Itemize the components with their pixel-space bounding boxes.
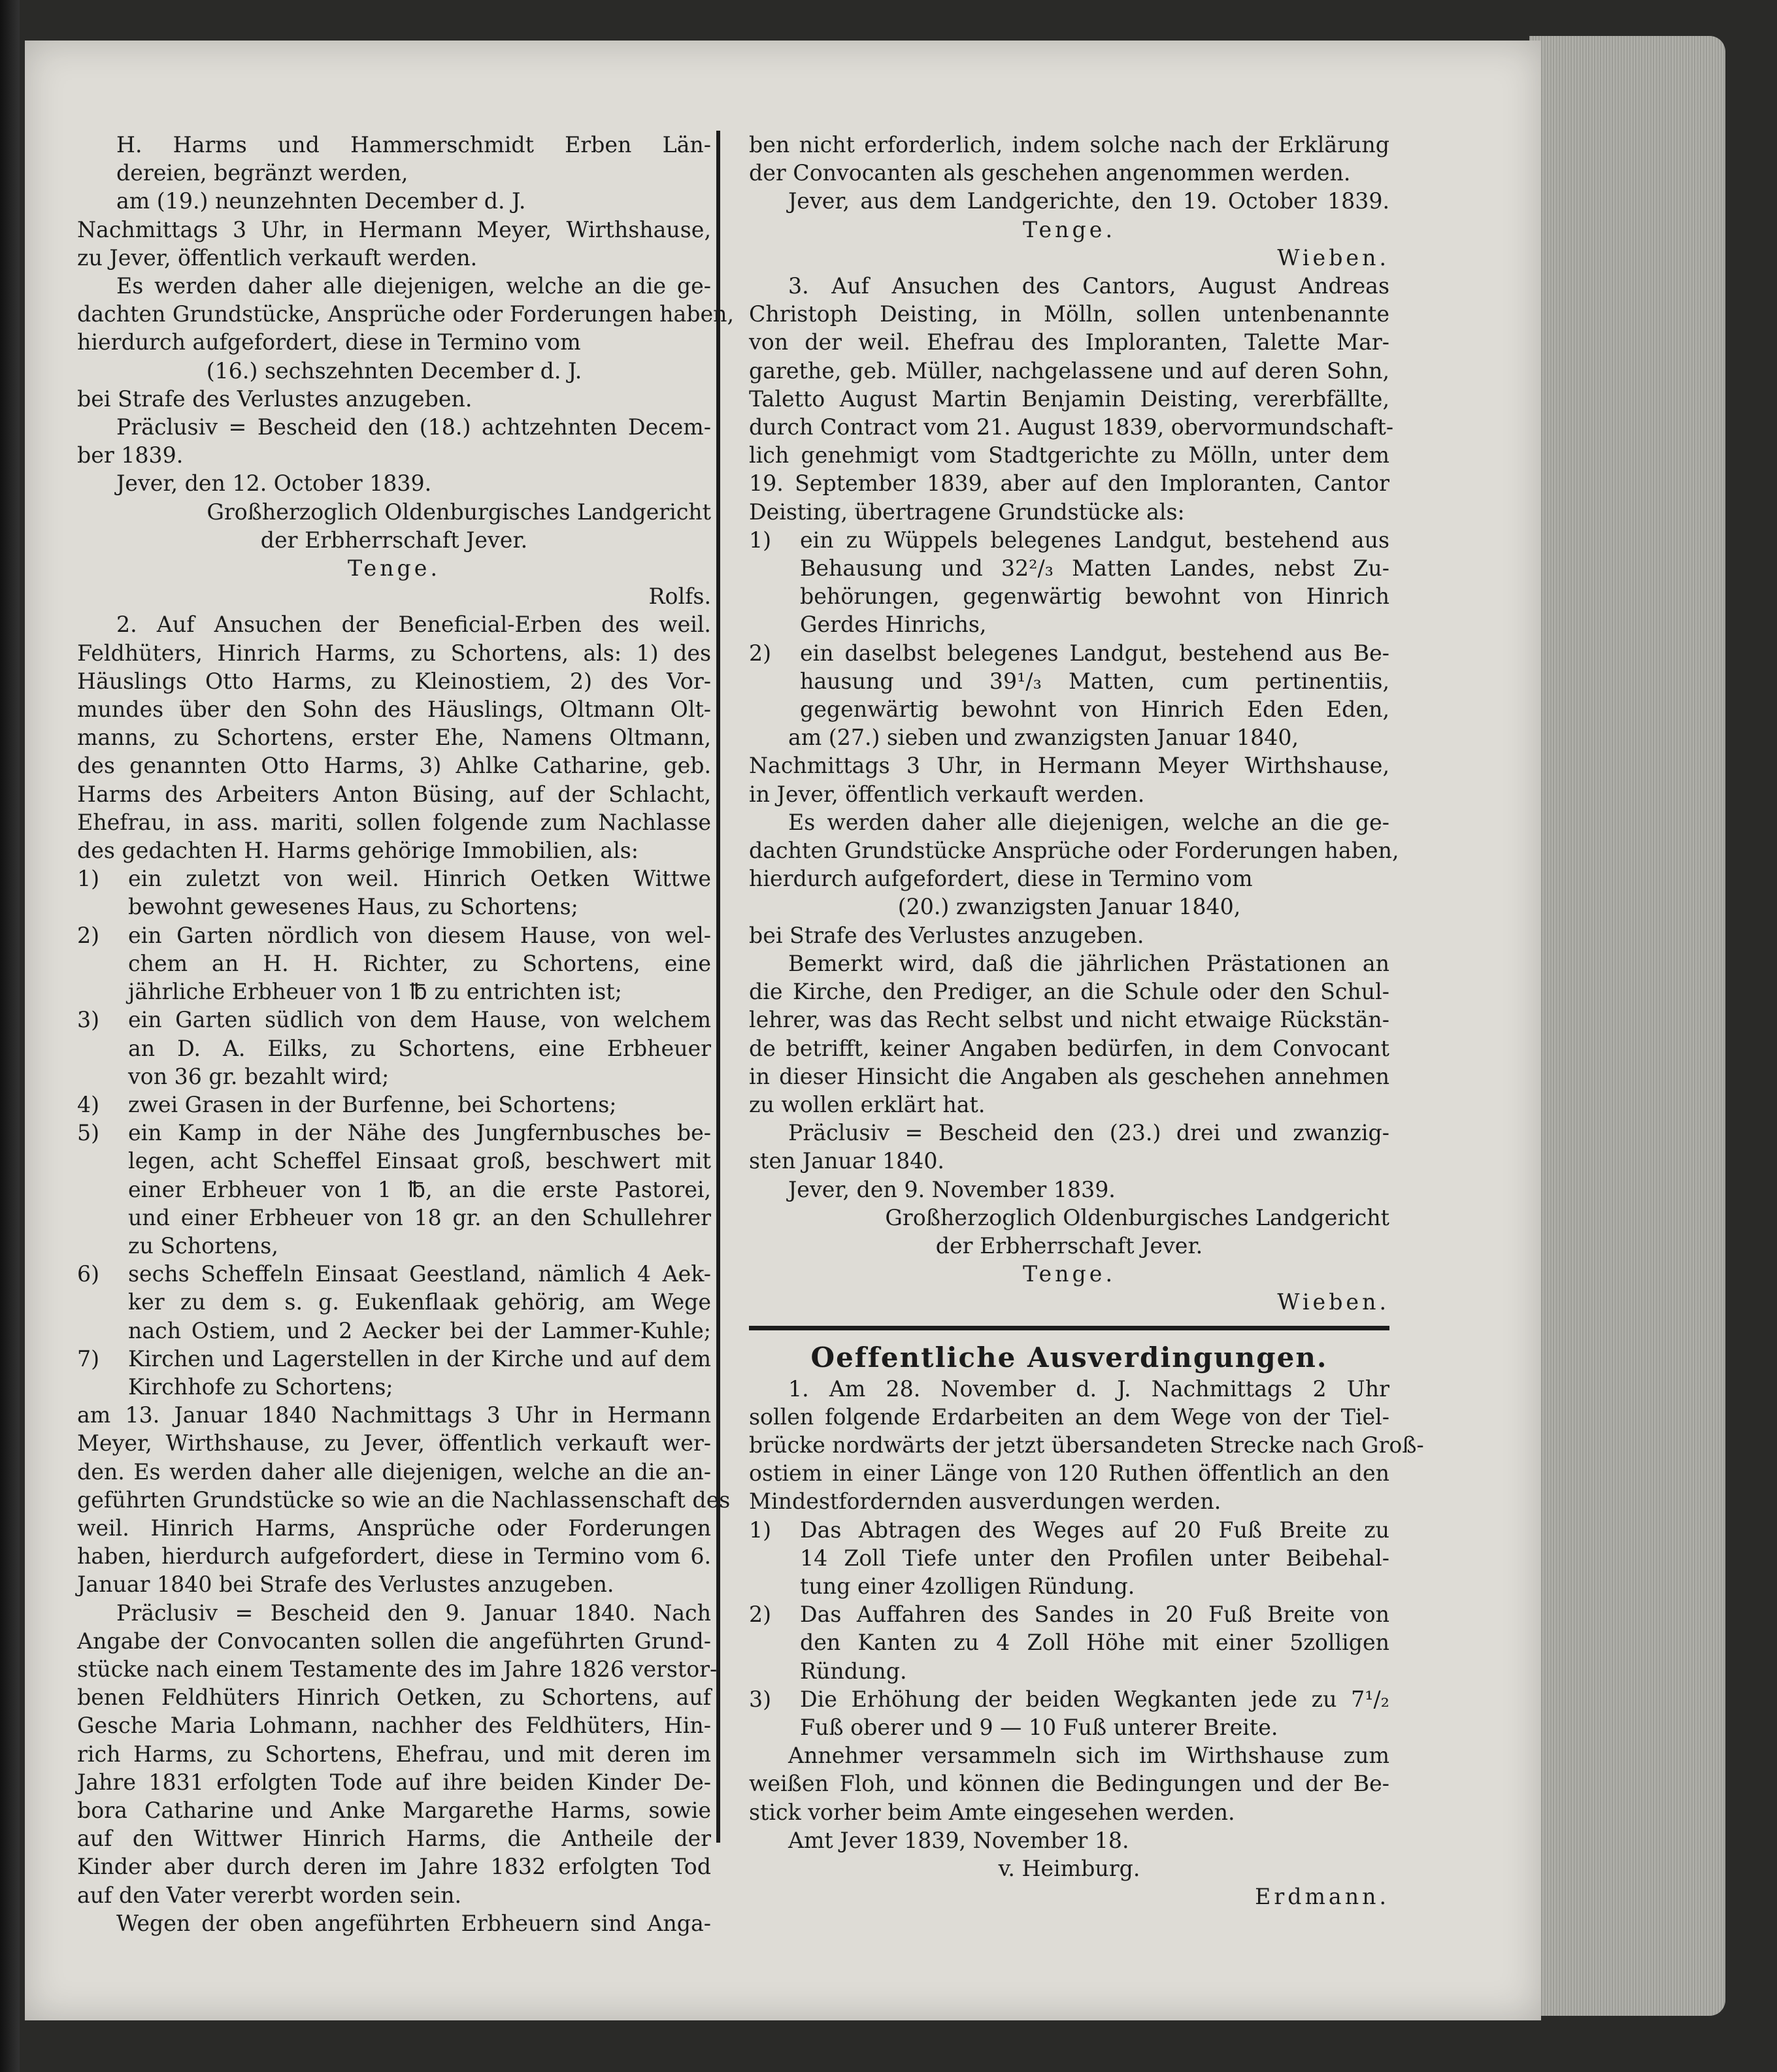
line-text: Tenge. (1022, 1261, 1116, 1287)
section-heading: Oeffentliche Ausverdingungen. (810, 1341, 1328, 1373)
line-text: benen Feldhüters Hinrich Oetken, zu Schortens, auf (77, 1685, 711, 1711)
text-line (749, 1628, 1389, 1656)
text-line (749, 893, 1389, 921)
text-line (749, 441, 1389, 469)
text-line (749, 1798, 1389, 1826)
line-text: 14 Zoll Tiefe unter den Profilen unter Beibehal- (800, 1545, 1389, 1571)
line-text: Angabe der Convocanten sollen die angeführten Grund- (77, 1628, 711, 1654)
text-line (749, 836, 1399, 864)
text-line (749, 1403, 1389, 1431)
text-line (749, 1600, 1389, 1628)
right-column (749, 131, 1424, 1911)
text-line (749, 554, 1389, 582)
line-text: in Jever, öffentlich verkauft werden. (749, 781, 1145, 807)
text-line (77, 949, 711, 978)
column-divider (716, 131, 720, 1843)
line-text: hierdurch aufgefordert, diese in Termino vom (749, 866, 1253, 892)
text-line (749, 1260, 1389, 1288)
line-text: de betrifft, keiner Angaben bedürfen, in dem Convocant (749, 1035, 1389, 1061)
line-text: weißen Floh, und können die Bedingungen und der Be- (749, 1771, 1389, 1797)
line-text: Harms des Arbeiters Anton Büsing, auf der Schlacht, (77, 781, 711, 807)
item-number: 2) (749, 640, 772, 666)
text-line (77, 1514, 711, 1542)
text-line (77, 1711, 711, 1739)
text-line (749, 272, 1389, 300)
text-line (77, 1458, 711, 1486)
text-line (749, 667, 1389, 695)
line-text: Jever, aus dem Landgerichte, den 19. October 1839. (788, 188, 1389, 214)
text-line (77, 723, 711, 751)
text-line (749, 1544, 1389, 1572)
text-line (77, 244, 711, 272)
item-number: 3) (749, 1686, 772, 1712)
text-line (749, 413, 1394, 441)
line-text: den. Es werden daher alle diejenigen, welche an die an- (77, 1458, 711, 1485)
line-text: hausung und 39¹/₃ Matten, cum pertinentiis, (800, 668, 1389, 694)
text-line (749, 864, 1389, 893)
line-text: Jahre 1831 erfolgten Tode auf ihre beiden Kinder De- (77, 1769, 711, 1795)
text-line (77, 328, 711, 356)
text-line (77, 441, 711, 469)
text-line (77, 159, 711, 187)
item-number: 7) (77, 1345, 100, 1372)
text-line (77, 526, 711, 554)
text-line (749, 1375, 1389, 1403)
text-line (749, 723, 1389, 751)
line-text: zu wollen erklärt hat. (749, 1091, 986, 1117)
line-text: Nachmittags 3 Uhr, in Hermann Meyer, Wirthshause, (77, 216, 711, 242)
text-line (77, 554, 711, 582)
text-line (77, 1147, 711, 1175)
line-text: ein Garten nördlich von diesem Hause, von wel- (128, 922, 711, 948)
text-line (749, 1883, 1389, 1911)
line-text: am 13. Januar 1840 Nachmittags 3 Uhr in Hermann (77, 1402, 711, 1428)
line-text: ben nicht erforderlich, indem solche nach der Erklärung (749, 132, 1389, 157)
line-text: Deisting, übertragene Grundstücke als: (749, 499, 1185, 525)
line-text: sollen folgende Erdarbeiten an dem Wege von der Tiel- (749, 1404, 1389, 1430)
line-text: haben, hierdurch aufgefordert, diese in Termino vom 6. (77, 1543, 711, 1570)
text-line (749, 639, 1389, 667)
line-text: ber 1839. (77, 442, 184, 469)
line-text: der Erbherrschaft Jever. (260, 527, 528, 553)
text-line (77, 921, 711, 949)
text-line (77, 1062, 711, 1091)
line-text: sechs Scheffeln Einsaat Geestland, nämlich 4 Aek- (128, 1261, 711, 1287)
text-line (77, 216, 711, 244)
line-text: stick vorher beim Amte eingesehen werden. (749, 1799, 1235, 1825)
line-text: chem an H. H. Richter, zu Schortens, eine (128, 950, 711, 976)
text-line (749, 1713, 1389, 1741)
text-line (77, 385, 711, 413)
line-text: zu Schortens, (128, 1232, 278, 1258)
text-line (749, 328, 1389, 356)
text-line (749, 469, 1389, 497)
line-text: Meyer, Wirthshause, zu Jever, öffentlich verkauft wer- (77, 1430, 711, 1456)
line-text: und einer Erbheuer von 18 gr. an den Schullehrer (128, 1204, 711, 1230)
text-line (77, 1542, 711, 1570)
line-text: zwei Grasen in der Burfenne, bei Schortens; (128, 1091, 617, 1117)
text-line (749, 1091, 1389, 1119)
line-text: bei Strafe des Verlustes anzugeben. (749, 922, 1144, 948)
text-line (749, 300, 1389, 328)
text-line (77, 1401, 711, 1429)
text-line (77, 1486, 731, 1514)
text-line (749, 1147, 1389, 1175)
item-number: 2) (77, 922, 100, 948)
line-text: Gerdes Hinrichs, (800, 612, 987, 638)
line-text: Jever, den 12. October 1839. (116, 470, 432, 497)
line-text: dereien, begränzt werden, (116, 160, 408, 186)
text-line (749, 1034, 1389, 1062)
line-text: Kirchen und Lagerstellen in der Kirche und auf dem (128, 1345, 711, 1372)
line-text: Großherzoglich Oldenburgisches Landgericht (885, 1204, 1389, 1230)
line-text: Ründung. (800, 1658, 907, 1684)
text-line (749, 1741, 1389, 1769)
line-text: der Convocanten als geschehen angenommen werden. (749, 160, 1351, 186)
text-line (77, 1260, 711, 1288)
item-number: 2) (749, 1602, 772, 1628)
text-line (77, 1627, 711, 1655)
item-number: 5) (77, 1120, 100, 1146)
line-text: Die Erhöhung der beiden Wegkanten jede zu 7¹/₂ (800, 1686, 1389, 1712)
text-line (77, 1852, 711, 1881)
text-line (77, 582, 711, 610)
text-line (749, 1232, 1389, 1260)
item-number: 1) (749, 1517, 772, 1543)
line-text: dachten Grundstücke Ansprüche oder Forderungen haben, (749, 838, 1399, 864)
text-line (749, 498, 1389, 526)
text-line (77, 300, 735, 328)
line-text: am (27.) sieben und zwanzigsten Januar 1840, (788, 725, 1299, 751)
left-column (77, 131, 735, 1937)
line-text: dachten Grundstücke, Ansprüche oder Forderungen haben, (77, 301, 735, 327)
line-text: Erdmann. (1255, 1884, 1389, 1910)
line-text: Kinder aber durch deren im Jahre 1832 erfolgten Tod (77, 1854, 711, 1880)
line-text: bei Strafe des Verlustes anzugeben. (77, 386, 473, 412)
book-gutter (0, 0, 20, 2072)
line-text: Das Auffahren des Sandes in 20 Fuß Breite von (800, 1602, 1389, 1628)
line-text: manns, zu Schortens, erster Ehe, Namens Oltmann, (77, 725, 711, 751)
line-text: stücke nach einem Testamente des im Jahre 1826 verstor- (77, 1656, 718, 1682)
text-line (749, 526, 1389, 554)
text-line (77, 1119, 711, 1147)
line-text: tung einer 4zolligen Ründung. (800, 1573, 1135, 1599)
line-text: Taletto August Martin Benjamin Deisting, vererbfällte, (749, 386, 1389, 412)
line-text: Häuslings Otto Harms, zu Kleinostiem, 2) des Vor- (77, 668, 711, 694)
item-number: 1) (77, 866, 100, 892)
text-line (749, 244, 1389, 272)
line-text: 2. Auf Ansuchen der Beneficial-Erben des weil. (116, 612, 711, 638)
text-line (749, 978, 1389, 1006)
text-line (77, 1034, 711, 1062)
right-column-notices (749, 131, 1399, 1317)
line-text: in dieser Hinsicht die Angaben als geschehen annehmen (749, 1063, 1389, 1089)
text-line (77, 1091, 711, 1119)
line-text: Bemerkt wird, daß die jährlichen Prästationen an (788, 950, 1389, 976)
text-line (77, 780, 711, 808)
text-line (77, 1824, 711, 1852)
text-line (749, 1487, 1389, 1515)
text-line (749, 751, 1389, 780)
text-line (749, 582, 1389, 610)
text-line (77, 978, 711, 1006)
text-line (77, 610, 711, 638)
text-line (77, 357, 711, 385)
line-text: Wieben. (1277, 244, 1389, 271)
line-text: die Kirche, den Prediger, an die Schule oder den Schul- (749, 979, 1389, 1005)
line-text: Präclusiv = Bescheid den (18.) achtzehnten Decem- (116, 414, 711, 440)
text-line (77, 131, 711, 159)
text-line (749, 949, 1389, 978)
line-text: behörungen, gegenwärtig bewohnt von Hinrich (800, 584, 1389, 610)
line-text: Fuß oberer und 9 — 10 Fuß unterer Breite. (800, 1714, 1278, 1740)
right-column-tenders (749, 1375, 1424, 1911)
text-line (749, 1657, 1389, 1685)
text-line (749, 187, 1389, 215)
line-text: lich genehmigt vom Stadtgerichte zu Mölln, unter dem (749, 442, 1389, 469)
text-line (749, 1431, 1424, 1459)
text-line (749, 1826, 1389, 1854)
text-line (77, 1909, 711, 1937)
line-text: zu Jever, öffentlich verkauft werden. (77, 244, 478, 271)
line-text: ein Garten südlich von dem Hause, von welchem (128, 1007, 711, 1033)
text-line (77, 893, 711, 921)
text-line (749, 1685, 1389, 1713)
text-line (749, 1204, 1389, 1232)
line-text: Rolfs. (648, 584, 711, 610)
line-text: ein daselbst belegenes Landgut, bestehend aus Be- (800, 640, 1389, 666)
text-line (749, 1572, 1389, 1600)
item-number: 6) (77, 1261, 100, 1287)
text-line (77, 1796, 711, 1824)
text-line (77, 1881, 711, 1909)
line-text: Es werden daher alle diejenigen, welche an die ge- (788, 809, 1389, 835)
text-line (77, 1288, 711, 1316)
text-line (77, 1599, 711, 1627)
text-line (77, 1655, 718, 1683)
text-line (749, 695, 1389, 723)
line-text: bewohnt gewesenes Haus, zu Schortens; (128, 894, 578, 920)
item-number: 3) (77, 1007, 100, 1033)
text-line (77, 751, 711, 780)
line-text: jährliche Erbheuer von 1 ℔ zu entrichten ist; (128, 979, 622, 1005)
line-text: Christoph Deisting, in Mölln, sollen untenbenannte (749, 301, 1389, 327)
line-text: (20.) zwanzigsten Januar 1840, (897, 894, 1241, 920)
line-text: legen, acht Scheffel Einsaat groß, beschwert mit (128, 1148, 711, 1174)
line-text: Jever, den 9. November 1839. (788, 1176, 1116, 1202)
text-line (77, 864, 711, 893)
line-text: Wegen der oben angeführten Erbheuern sind Anga- (116, 1910, 711, 1936)
text-line (749, 780, 1389, 808)
line-text: H. Harms und Hammerschmidt Erben Län- (116, 132, 711, 157)
text-line (77, 667, 711, 695)
text-line (749, 921, 1389, 949)
section-rule (749, 1326, 1389, 1330)
text-line (77, 1768, 711, 1796)
line-text: Mindestfordernden ausverdungen werden. (749, 1488, 1221, 1515)
text-line (77, 1345, 711, 1373)
text-line (77, 639, 711, 667)
line-text: einer Erbheuer von 1 ℔, an die erste Pastorei, (128, 1176, 711, 1202)
text-line (749, 1516, 1389, 1544)
line-text: Behausung und 32²/₃ Matten Landes, nebst Zu- (800, 555, 1389, 582)
line-text: Das Abtragen des Weges auf 20 Fuß Breite zu (800, 1517, 1389, 1543)
line-text: Annehmer versammeln sich im Wirthshause zum (788, 1743, 1389, 1769)
text-line (77, 1683, 711, 1711)
line-text: sten Januar 1840. (749, 1148, 944, 1174)
line-text: bora Catharine und Anke Margarethe Harms, sowie (77, 1797, 711, 1823)
line-text: v. Heimburg. (998, 1855, 1140, 1881)
text-line (749, 1769, 1389, 1798)
line-text: der Erbherrschaft Jever. (935, 1232, 1203, 1258)
line-text: 3. Auf Ansuchen des Cantors, August Andreas (788, 273, 1389, 299)
line-text: an D. A. Eilks, zu Schortens, eine Erbheuer (128, 1035, 711, 1061)
line-text: Tenge. (1022, 216, 1116, 242)
line-text: rich Harms, zu Schortens, Ehefrau, und mit deren im (77, 1741, 711, 1767)
text-line (77, 1740, 711, 1768)
text-line (77, 836, 711, 864)
line-text: nach Ostiem, und 2 Aecker bei der Lammer-Kuhle; (128, 1317, 711, 1343)
line-text: auf den Wittwer Hinrich Harms, die Antheile der (77, 1826, 711, 1852)
line-text: ostiem in einer Länge von 120 Ruthen öffentlich an den (749, 1460, 1389, 1487)
item-number: 4) (77, 1091, 100, 1117)
text-line (77, 808, 711, 836)
line-text: ein Kamp in der Nähe des Jungfernbusches be- (128, 1120, 711, 1146)
item-number: 1) (749, 527, 772, 553)
line-text: lehrer, was das Recht selbst und nicht etwaige Rückstän- (749, 1007, 1389, 1033)
line-text: garethe, geb. Müller, nachgelassene und auf deren Sohn, (749, 357, 1389, 384)
line-text: ein zu Wüppels belegenes Landgut, bestehend aus (800, 527, 1389, 553)
text-line (749, 1062, 1389, 1091)
text-line (749, 1459, 1389, 1487)
text-line (749, 385, 1389, 413)
text-line (77, 187, 711, 215)
text-line (749, 610, 1389, 638)
text-line (749, 1119, 1389, 1147)
text-line (749, 1854, 1389, 1883)
line-text: Präclusiv = Bescheid den (23.) drei und zwanzig- (788, 1120, 1389, 1146)
text-line (77, 1429, 711, 1457)
text-line (749, 159, 1389, 187)
book-page-edges (1529, 36, 1725, 2016)
text-line (749, 216, 1389, 244)
line-text: von der weil. Ehefrau des Imploranten, Talette Mar- (749, 329, 1389, 355)
text-line (77, 469, 711, 497)
line-text: 19. September 1839, aber auf den Imploranten, Cantor (749, 470, 1389, 497)
text-line (77, 1373, 711, 1401)
line-text: Gesche Maria Lohmann, nachher des Feldhüters, Hin- (77, 1713, 711, 1739)
line-text: Feldhüters, Hinrich Harms, zu Schortens, als: 1) des (77, 640, 711, 666)
line-text: Nachmittags 3 Uhr, in Hermann Meyer Wirthshause, (749, 753, 1389, 779)
line-text: (16.) sechszehnten December d. J. (206, 357, 582, 384)
line-text: 1. Am 28. November d. J. Nachmittags 2 Uhr (788, 1375, 1389, 1402)
line-text: geführten Grundstücke so wie an die Nachlassenschaft des (77, 1487, 731, 1513)
line-text: Tenge. (347, 555, 440, 582)
text-line (77, 1176, 711, 1204)
line-text: brücke nordwärts der jetzt übersandeten Strecke nach Groß- (749, 1432, 1424, 1458)
text-line (77, 498, 711, 526)
text-line (77, 413, 711, 441)
text-line (77, 272, 711, 300)
line-text: gegenwärtig bewohnt von Hinrich Eden Eden, (800, 697, 1389, 723)
text-line (77, 1232, 711, 1260)
line-text: auf den Vater vererbt worden sein. (77, 1882, 462, 1908)
text-line (77, 1570, 711, 1598)
line-text: weil. Hinrich Harms, Ansprüche oder Forderungen (77, 1515, 711, 1541)
line-text: von 36 gr. bezahlt wird; (128, 1063, 390, 1089)
line-text: Es werden daher alle diejenigen, welche an die ge- (116, 273, 711, 299)
line-text: ein zuletzt von weil. Hinrich Oetken Wittwe (128, 866, 711, 892)
text-line (77, 1317, 711, 1345)
line-text: den Kanten zu 4 Zoll Höhe mit einer 5zolligen (800, 1630, 1389, 1656)
line-text: mundes über den Sohn des Häuslings, Oltmann Olt- (77, 697, 711, 723)
line-text: Kirchhofe zu Schortens; (128, 1373, 393, 1400)
line-text: hierdurch aufgefordert, diese in Termino vom (77, 329, 581, 355)
text-line (749, 1176, 1389, 1204)
text-line (77, 1204, 711, 1232)
line-text: Großherzoglich Oldenburgisches Landgericht (207, 499, 711, 525)
line-text: des genannten Otto Harms, 3) Ahlke Catharine, geb. (77, 753, 711, 779)
text-line (749, 1288, 1389, 1316)
text-line (749, 808, 1389, 836)
line-text: am (19.) neunzehnten December d. J. (116, 188, 526, 214)
line-text: Januar 1840 bei Strafe des Verlustes anzugeben. (77, 1571, 614, 1598)
text-line (77, 1006, 711, 1034)
line-text: Wieben. (1277, 1289, 1389, 1315)
text-line (749, 357, 1389, 385)
line-text: des gedachten H. Harms gehörige Immobilien, als: (77, 838, 639, 864)
text-line (77, 695, 711, 723)
line-text: Amt Jever 1839, November 18. (788, 1827, 1129, 1853)
line-text: durch Contract vom 21. August 1839, obervormundschaft- (749, 414, 1394, 440)
text-line (749, 131, 1389, 159)
text-line (749, 1006, 1389, 1034)
line-text: Ehefrau, in ass. mariti, sollen folgende zum Nachlasse (77, 809, 711, 835)
line-text: ker zu dem s. g. Eukenflaak gehörig, am Wege (128, 1289, 711, 1315)
line-text: Präclusiv = Bescheid den 9. Januar 1840. Nach (116, 1600, 711, 1626)
